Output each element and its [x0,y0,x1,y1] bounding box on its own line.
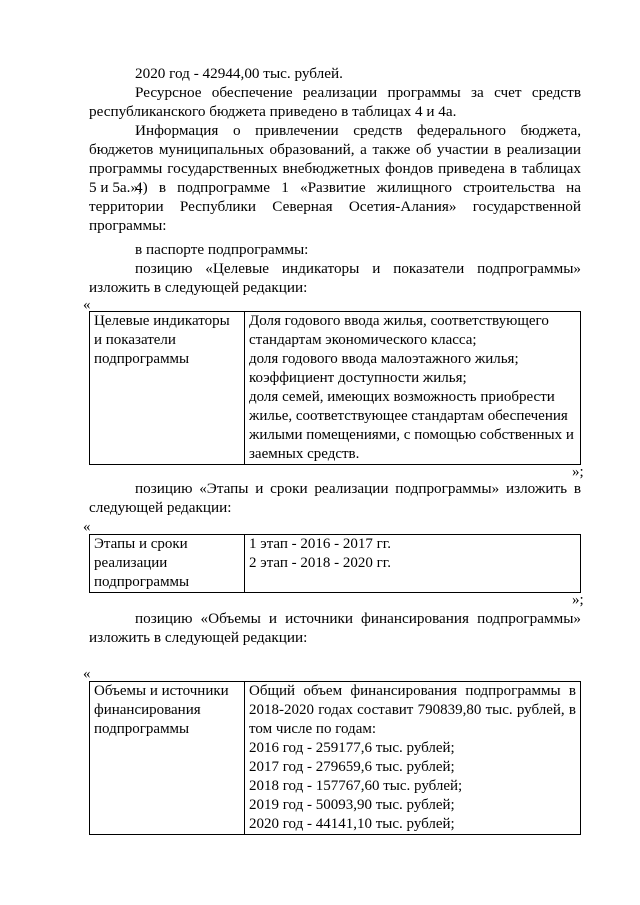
close-quote-1: »; [572,464,584,480]
line-2020: 2020 год - 42944,00 тыс. рублей. [135,65,343,82]
label-line: и показатели [94,332,176,348]
content-line: 2016 год - 259177,6 тыс. рублей; [249,740,455,756]
open-quote-2: « [83,519,91,535]
label-line: подпрограммы [94,574,190,590]
content-line: доля семей, имеющих возможность приобрести [249,389,555,405]
content-line: коэффициент доступности жилья; [249,370,467,386]
table-stages-label [90,535,245,593]
open-quote-3: « [83,666,91,682]
content-line: доля годового ввода малоэтажного жилья; [249,351,519,367]
label-line: подпрограммы [94,351,190,367]
content-line: 2017 год - 279659,6 тыс. рублей; [249,759,455,775]
table-volumes [89,681,581,835]
content-line: 2020 год - 44141,10 тыс. рублей; [249,816,455,832]
table-volumes-label [90,682,245,835]
content-line: 2 этап - 2018 - 2020 гг. [249,555,392,571]
label-line: финансирования [94,702,201,718]
content-line: заемных средств. [249,446,360,462]
label-line: Этапы и сроки [94,536,188,552]
pos-volumes: позицию «Объемы и источники финансирования подпрограммы» изложить в следующей редакции: [89,610,581,646]
content-line: жилье, соответствующее стандартам обеспечения [249,408,568,424]
para-item4: 4) в подпрограмме 1 «Развитие жилищного строительства на территории Республики Северная Осетия-Алания» государственной программы: [89,179,581,234]
pos-indicators: позицию «Целевые индикаторы и показатели подпрограммы» изложить в следующей редакции: [89,260,581,296]
close-quote-2: »; [572,592,584,608]
label-line: Целевые индикаторы [94,313,230,329]
content-intro: Общий объем финансирования подпрограммы в 2018-2020 годах составит 790839,80 тыс. рублей, в том числе по годам: [249,683,576,737]
pos-stages: позицию «Этапы и сроки реализации подпрограммы» изложить в следующей редакции: [89,480,581,516]
table-indicators-content [245,312,581,465]
passport-line: в паспорте подпрограммы: [135,241,309,258]
label-line: подпрограммы [94,721,190,737]
label-line: Объемы и источники [94,683,229,699]
content-line: 1 этап - 2016 - 2017 гг. [249,536,392,552]
table-stages-content [245,535,581,593]
label-line: реализации [94,555,168,571]
para-resource: Ресурсное обеспечение реализации программы за счет средств республиканского бюджета приведено в таблицах 4 и 4а. [89,84,581,120]
table-stages [89,534,581,593]
content-line: 2018 год - 157767,60 тыс. рублей; [249,778,463,794]
open-quote-1: « [83,297,91,313]
table-indicators [89,311,581,465]
content-line: стандартам экономического класса; [249,332,477,348]
content-line: Доля годового ввода жилья, соответствующего [249,313,549,329]
table-indicators-label [90,312,245,465]
table-volumes-content [245,682,581,835]
content-line: 2019 год - 50093,90 тыс. рублей; [249,797,455,813]
para-info: Информация о привлечении средств федерального бюджета, бюджетов муниципальных образований, а также об участии в реализации программы государственных внебюджетных фондов приведена в таблицах 5 и 5а.»; [89,122,581,196]
content-line: жилыми помещениями, с помощью собственных и [249,427,574,443]
